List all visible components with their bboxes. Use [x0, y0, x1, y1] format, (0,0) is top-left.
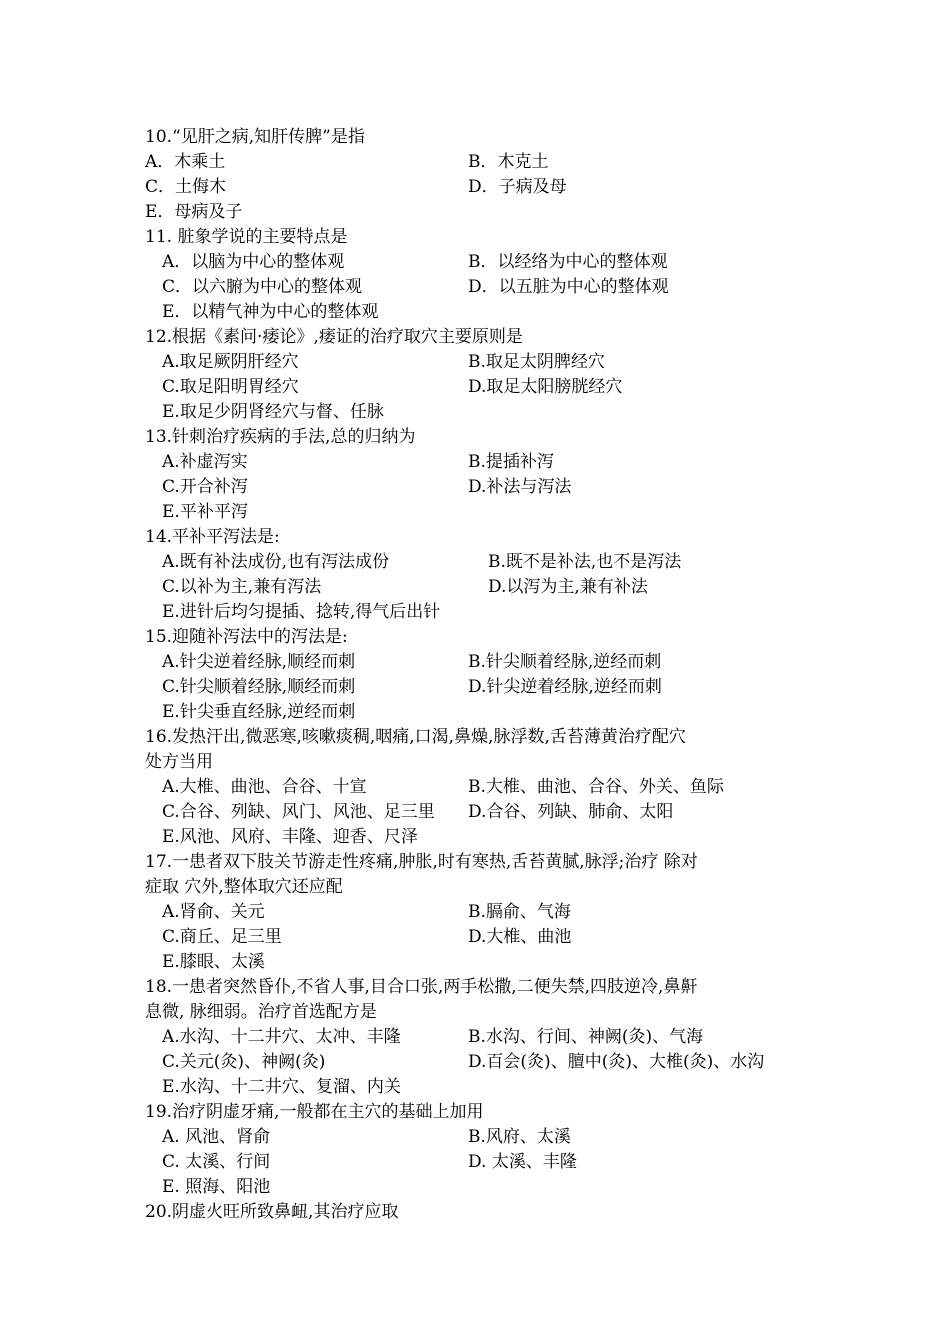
option-c: C. 太溪、行间	[162, 1152, 271, 1172]
option-c: C.针尖顺着经脉,顺经而刺	[162, 677, 356, 697]
option-c: C.关元(灸)、神阙(灸)	[162, 1052, 326, 1072]
question-stem: 17.一患者双下肢关节游走性疼痛,肿胀,时有寒热,舌苔黄腻,脉浮;治疗 除对	[145, 852, 698, 872]
question-stem: 20.阴虚火旺所致鼻衄,其治疗应取	[145, 1202, 399, 1222]
option-d: D.取足太阳膀胱经穴	[468, 377, 623, 397]
option-e: E.针尖垂直经脉,逆经而刺	[162, 702, 356, 722]
option-b: B.提插补泻	[468, 452, 554, 472]
option-b: B.膈俞、气海	[468, 902, 571, 922]
question-stem-continued: 息微, 脉细弱。治疗首选配方是	[145, 1002, 377, 1022]
option-b: B.风府、太溪	[468, 1127, 571, 1147]
question-stem: 12.根据《素问·痿论》,痿证的治疗取穴主要原则是	[145, 327, 523, 347]
question-stem: 15.迎随补泻法中的泻法是:	[145, 627, 348, 647]
option-b: B．木克土	[468, 152, 549, 172]
option-d: D.百会(灸)、膻中(灸)、大椎(灸)、水沟	[468, 1052, 765, 1072]
question-stem: 14.平补平泻法是:	[145, 527, 280, 547]
option-d: D.补法与泻法	[468, 477, 572, 497]
question-stem: 11. 脏象学说的主要特点是	[145, 227, 348, 247]
question-stem-continued: 症取 穴外,整体取穴还应配	[145, 877, 343, 897]
option-e: E. 照海、阳池	[162, 1177, 271, 1197]
option-d: D.大椎、曲池	[468, 927, 572, 947]
option-a: A.补虚泻实	[162, 452, 248, 472]
option-d: D.合谷、列缺、肺俞、太阳	[468, 802, 674, 822]
option-a: A.大椎、曲池、合谷、十宣	[162, 777, 367, 797]
option-e: E．母病及子	[145, 202, 243, 222]
option-b: B.水沟、行间、神阙(灸)、气海	[468, 1027, 704, 1047]
option-a: A.针尖逆着经脉,顺经而刺	[162, 652, 356, 672]
option-e: E．以精气神为中心的整体观	[162, 302, 379, 322]
question-stem: 18.一患者突然昏仆,不省人事,目合口张,两手松撒,二便失禁,四肢逆冷,鼻鼾	[145, 977, 698, 997]
option-c: C.取足阳明胃经穴	[162, 377, 299, 397]
option-c: C.合谷、列缺、风门、风池、足三里	[162, 802, 435, 822]
option-a: A.肾俞、关元	[162, 902, 265, 922]
option-c: C.开合补泻	[162, 477, 248, 497]
option-d: D.针尖逆着经脉,逆经而刺	[468, 677, 662, 697]
option-b: B．以经络为中心的整体观	[468, 252, 668, 272]
option-d: D．以五脏为中心的整体观	[468, 277, 669, 297]
option-a: A.水沟、十二井穴、太冲、丰隆	[162, 1027, 401, 1047]
question-stem: 19.治疗阴虚牙痛,一般都在主穴的基础上加用	[145, 1102, 484, 1122]
option-e: E.平补平泻	[162, 502, 248, 522]
option-e: E.水沟、十二井穴、复溜、内关	[162, 1077, 401, 1097]
option-a: A. 风池、肾俞	[162, 1127, 271, 1147]
option-a: A.既有补法成份,也有泻法成份	[162, 552, 390, 572]
option-a: A．以脑为中心的整体观	[162, 252, 345, 272]
option-e: E.风池、风府、丰隆、迎香、尺泽	[162, 827, 418, 847]
question-stem: 13.针刺治疗疾病的手法,总的归纳为	[145, 427, 416, 447]
option-b: B.针尖顺着经脉,逆经而刺	[468, 652, 662, 672]
question-stem: 16.发热汗出,微恶寒,咳嗽痰稠,咽痛,口渴,鼻燥,脉浮数,舌苔薄黄治疗配穴	[145, 727, 686, 747]
option-a: A.取足厥阴肝经穴	[162, 352, 299, 372]
option-d: D. 太溪、丰隆	[468, 1152, 577, 1172]
option-b: B.取足太阴脾经穴	[468, 352, 605, 372]
option-e: E.膝眼、太溪	[162, 952, 265, 972]
option-c: C．以六腑为中心的整体观	[162, 277, 363, 297]
option-c: C.以补为主,兼有泻法	[162, 577, 322, 597]
option-b: B.大椎、曲池、合谷、外关、鱼际	[468, 777, 724, 797]
option-e: E.进针后均匀提插、捻转,得气后出针	[162, 602, 441, 622]
question-stem-continued: 处方当用	[145, 752, 213, 772]
option-e: E.取足少阴肾经穴与督、任脉	[162, 402, 384, 422]
option-c: C.商丘、足三里	[162, 927, 282, 947]
option-c: C．土侮木	[145, 177, 227, 197]
option-d: D．子病及母	[468, 177, 567, 197]
option-b: B.既不是补法,也不是泻法	[488, 552, 682, 572]
option-d: D.以泻为主,兼有补法	[488, 577, 648, 597]
option-a: A．木乘土	[145, 152, 226, 172]
question-stem: 10.“见肝之病,知肝传脾”是指	[145, 127, 365, 147]
